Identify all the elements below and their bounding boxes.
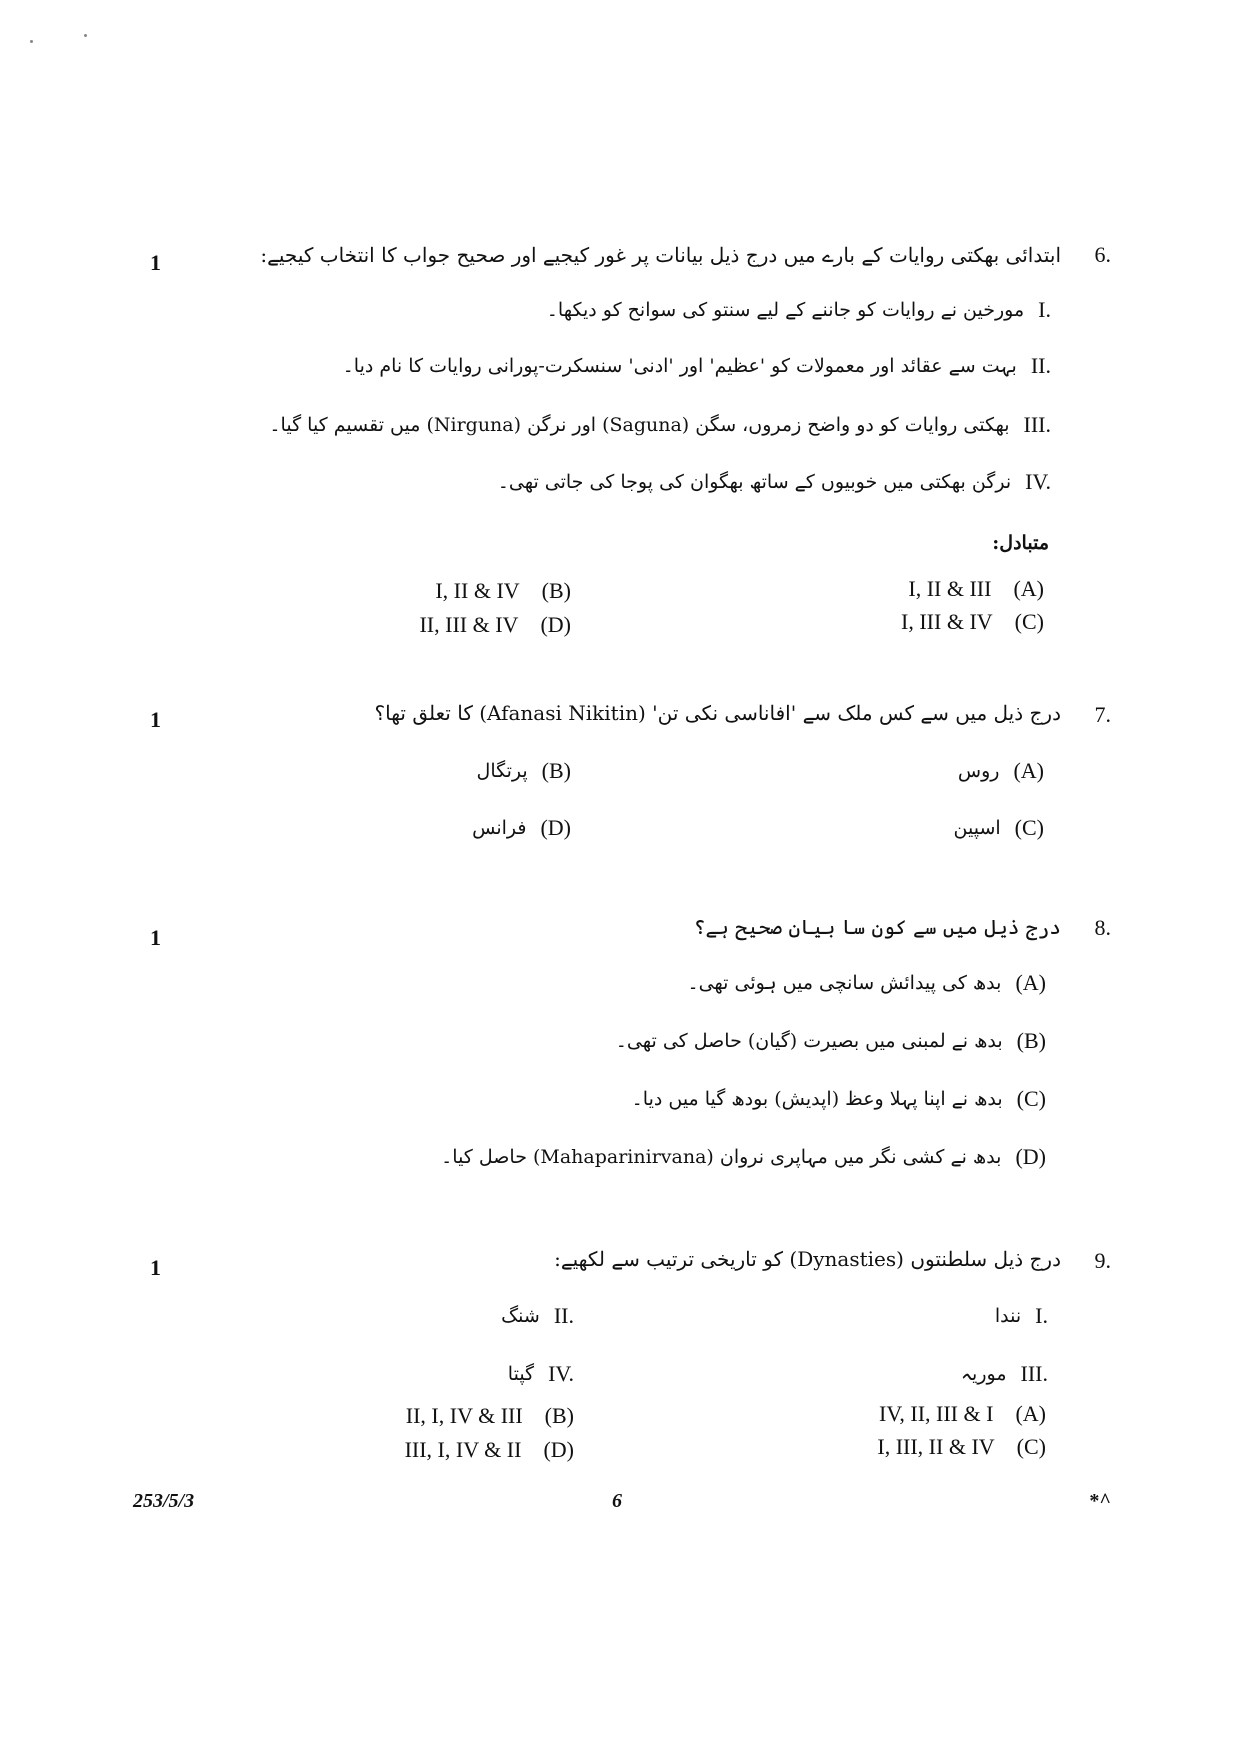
option-text: بدھ نے لمبنی میں بصیرت (گیان) حاصل کی تھی۔ — [615, 1030, 1003, 1052]
q9-item — [508, 1361, 574, 1387]
q8-option-d — [441, 1144, 1046, 1170]
q6-option-a — [908, 576, 1044, 602]
statement-text: بہت سے عقائد اور معمولات کو 'عظیم' اور 'ادنی' سنسکرت-پورانی روایات کا نام دیا۔ — [342, 355, 1017, 377]
q7-option-a — [958, 758, 1044, 784]
option-text: I, II & III — [908, 576, 992, 601]
q8-marks: 1 — [150, 925, 161, 950]
q7-option-d — [472, 815, 571, 841]
item-text: شنگ — [501, 1305, 540, 1327]
q8-text: درج ذیل میں سے کون سا بیان صحیح ہے؟ — [693, 915, 1061, 939]
q7-option-b — [477, 758, 571, 784]
option-text: III, I, IV & II — [404, 1437, 522, 1462]
option-text: پرتگال — [476, 760, 528, 782]
q6-marks: 1 — [150, 250, 161, 275]
q6-number: 6. — [1094, 242, 1111, 267]
q9-item — [995, 1303, 1048, 1329]
option-label: (D) — [543, 1437, 574, 1462]
q9-option-c — [877, 1434, 1046, 1460]
scan-speck — [30, 40, 33, 43]
option-text: I, III, II & IV — [877, 1434, 995, 1459]
q8-option-b — [616, 1028, 1046, 1054]
option-label: (B) — [541, 578, 571, 603]
q9-option-b — [406, 1403, 574, 1429]
option-label: (A) — [1015, 970, 1046, 995]
q6-statement — [547, 297, 1051, 323]
q6-statement — [269, 412, 1051, 438]
q6-statement — [498, 469, 1051, 495]
q9-item — [961, 1361, 1048, 1387]
q9-text: درج ذیل سلطنتوں (Dynasties) کو تاریخی ترتیب سے لکھیے: — [554, 1247, 1061, 1271]
q9-number: 9. — [1094, 1248, 1111, 1273]
statement-text: مورخین نے روایات کو جاننے کے لیے سنتو کی سوانح کو دیکھا۔ — [546, 299, 1025, 321]
option-text: IV, II, III & I — [879, 1401, 994, 1426]
option-label: (C) — [1016, 1434, 1046, 1459]
q6-option-d — [419, 612, 571, 638]
item-label: III. — [1020, 1361, 1048, 1386]
option-label: (B) — [541, 758, 571, 783]
option-label: (D) — [1015, 1144, 1046, 1169]
statement-text: بھکتی روایات کو دو واضح زمروں، سگن (Saguna) اور نرگن (Nirguna) میں تقسیم کیا گیا۔ — [269, 414, 1010, 436]
option-label: (A) — [1013, 576, 1044, 601]
item-label: II. — [553, 1303, 574, 1328]
option-text: فرانس — [472, 817, 527, 839]
option-text: I, III & IV — [901, 609, 993, 634]
option-label: (A) — [1015, 1401, 1046, 1426]
q7-number: 7. — [1094, 702, 1111, 727]
q7-text: درج ذیل میں سے کس ملک سے 'افاناسی نکی تن' (Afanasi Nikitin) کا تعلق تھا؟ — [374, 701, 1061, 725]
scan-speck — [84, 34, 87, 37]
item-text: گپتا — [507, 1363, 535, 1385]
option-text: بدھ نے اپنا پہلا وعظ (اپدیش) بودھ گیا میں دیا۔ — [631, 1088, 1003, 1110]
q9-option-d — [405, 1437, 574, 1463]
item-text: نندا — [994, 1305, 1022, 1327]
q9-item — [501, 1303, 574, 1329]
option-text: بدھ کی پیدائش سانچی میں ہوئی تھی۔ — [687, 972, 1002, 994]
q6-text: ابتدائی بھکتی روایات کے بارے میں درج ذیل بیانات پر غور کیجیے اور صحیح جواب کا انتخاب کیجیے: — [260, 243, 1061, 267]
statement-label: I. — [1038, 297, 1051, 322]
option-text: I, II & IV — [435, 578, 520, 603]
option-text: II, III & IV — [419, 612, 519, 637]
q8-number: 8. — [1094, 915, 1111, 940]
page-number: 6 — [612, 1490, 622, 1512]
option-label: (C) — [1016, 1086, 1046, 1111]
q6-option-b — [435, 578, 571, 604]
item-label: IV. — [548, 1361, 574, 1386]
q7-option-c — [954, 815, 1044, 841]
item-label: I. — [1035, 1303, 1048, 1328]
option-text: بدھ نے کشی نگر میں مہاپری نروان (Mahaparinirvana) حاصل کیا۔ — [441, 1146, 1002, 1168]
q9-marks: 1 — [150, 1255, 161, 1280]
q9-option-a — [879, 1401, 1046, 1427]
statement-label: II. — [1030, 353, 1051, 378]
q7-marks: 1 — [150, 707, 161, 732]
q8-option-c — [632, 1086, 1046, 1112]
option-label: (C) — [1014, 815, 1044, 840]
statement-text: نرگن بھکتی میں خوبیوں کے ساتھ بھگوان کی پوجا کی جاتی تھی۔ — [497, 471, 1012, 493]
option-label: (B) — [544, 1403, 574, 1428]
statement-label: III. — [1023, 412, 1051, 437]
option-label: (D) — [540, 612, 571, 637]
q6-statement — [343, 353, 1051, 379]
q8-option-a — [687, 970, 1046, 996]
option-text: II, I, IV & III — [405, 1403, 523, 1428]
paper-code: 253/5/3 — [133, 1490, 195, 1512]
option-text: اسپین — [953, 817, 1001, 839]
option-label: (D) — [540, 815, 571, 840]
statement-label: IV. — [1025, 469, 1051, 494]
q6-option-c — [901, 609, 1044, 635]
item-text: موریہ — [960, 1363, 1007, 1385]
option-label: (A) — [1013, 758, 1044, 783]
q6-alternatives-heading: متبادل: — [992, 532, 1049, 554]
option-text: روس — [957, 760, 1000, 782]
option-label: (B) — [1016, 1028, 1046, 1053]
footer-mark: *^ — [1089, 1490, 1111, 1512]
option-label: (C) — [1014, 609, 1044, 634]
